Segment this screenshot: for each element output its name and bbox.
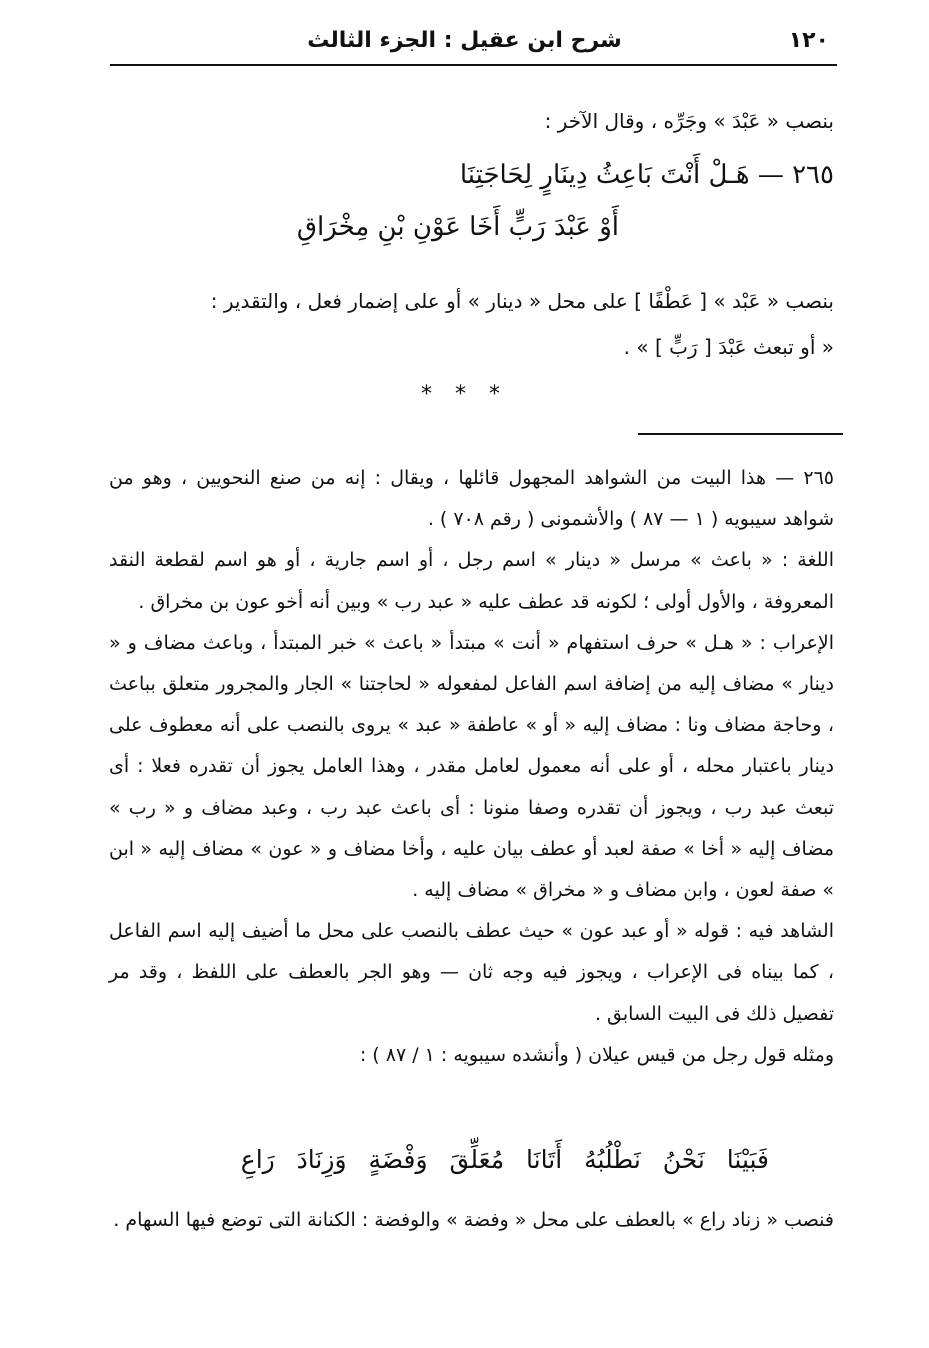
explanation-line-2: « أو تبعث عَبْدَ [ رَبٍّ ] » .: [623, 335, 834, 359]
intro-line: بنصب « عَبْدَ » وجَرِّه ، وقال الآخر :: [544, 109, 834, 133]
cited-poem-line: فَبَيْنَا نَحْنُ نَطْلُبُهُ أَتَانَا مُعَلِّقَ وَفْضَةٍ وَزِنَادَ رَاعِ: [240, 1145, 769, 1174]
footnote-intro: ٢٦٥ — هذا البيت من الشواهد المجهول قائلها ، ويقال : إنه من صنع النحويين ، وهو من شواهد سيبويه ( ١ — ٨٧ ) والأشمونى ( رقم ٧٠٨ ) .: [109, 467, 834, 531]
footnote-rule: [638, 433, 843, 435]
verse-first-hemistich: ٢٦٥ — هَـلْ أَنْتَ بَاعِثُ دِينَارٍ لِحَاجَتِنَا: [459, 160, 834, 190]
page-number: ١٢٠: [788, 28, 829, 53]
footnote-language: اللغة : « باعث » مرسل « دينار » اسم رجل ، أو اسم جارية ، أو هو اسم لقطعة النقد المعروفة ، والأول أولى ؛ لكونه قد عطف عليه « عبد رب » وبين أنه أخو عون بن مخراق .: [109, 549, 834, 613]
footnote-parsing: الإعراب : « هـل » حرف استفهام « أنت » مبتدأ « باعث » خبر المبتدأ ، وباعث مضاف و « دينار » مضاف إليه من إضافة اسم الفاعل لمفعوله « لحاجتنا » الجار والمجرور متعلق بباعث ، وحاجة مضاف ونا : مضاف إليه « أو » عاطفة « عبد » يروى بالنصب على أنه معطوف على دينار باعتبار محله ، أو على أنه معمول لعامل مقدر ، وهذا العامل يجوز أن تقدره فعلا : أى تبعث عبد رب ، ويجوز أن تقدره وصفا منونا : أى باعث عبد رب ، وعبد مضاف و « رب » مضاف إليه « أخا » صفة لعبد أو عطف بيان عليه ، وأخا مضاف و « عون » مضاف إليه « ابن » صفة لعون ، وابن مضاف و « مخراق » مضاف إليه .: [109, 631, 834, 902]
footnote-block: [109, 458, 834, 1076]
section-separator: * * *: [421, 382, 508, 407]
footnote-evidence: الشاهد فيه : قوله « أو عبد عون » حيث عطف بالنصب على محل ما أضيف إليه اسم الفاعل ، كما بيناه فى الإعراب ، ويجوز فيه وجه ثان — وهو الجر بالعطف على اللفظ ، وقد مر تفصيل ذلك فى البيت السابق .: [109, 920, 834, 1025]
footnote-similar: ومثله قول رجل من قيس عيلان ( وأنشده سيبويه : ١ / ٨٧ ) :: [359, 1043, 834, 1066]
running-header-title: شرح ابن عقيل : الجزء الثالث: [307, 28, 622, 53]
header-rule: [110, 64, 837, 66]
footnote-closing: فنصب « زناد راع » بالعطف على محل « وفضة » والوفضة : الكنانة التى توضع فيها السهام .: [113, 1209, 834, 1231]
verse-second-hemistich: أَوْ عَبْدَ رَبٍّ أَخَا عَوْنِ بْنِ مِخْرَاقِ: [296, 212, 619, 242]
explanation-line-1: بنصب « عَبْد » [ عَطْفًا ] على محل « دينار » أو على إضمار فعل ، والتقدير :: [210, 289, 834, 313]
